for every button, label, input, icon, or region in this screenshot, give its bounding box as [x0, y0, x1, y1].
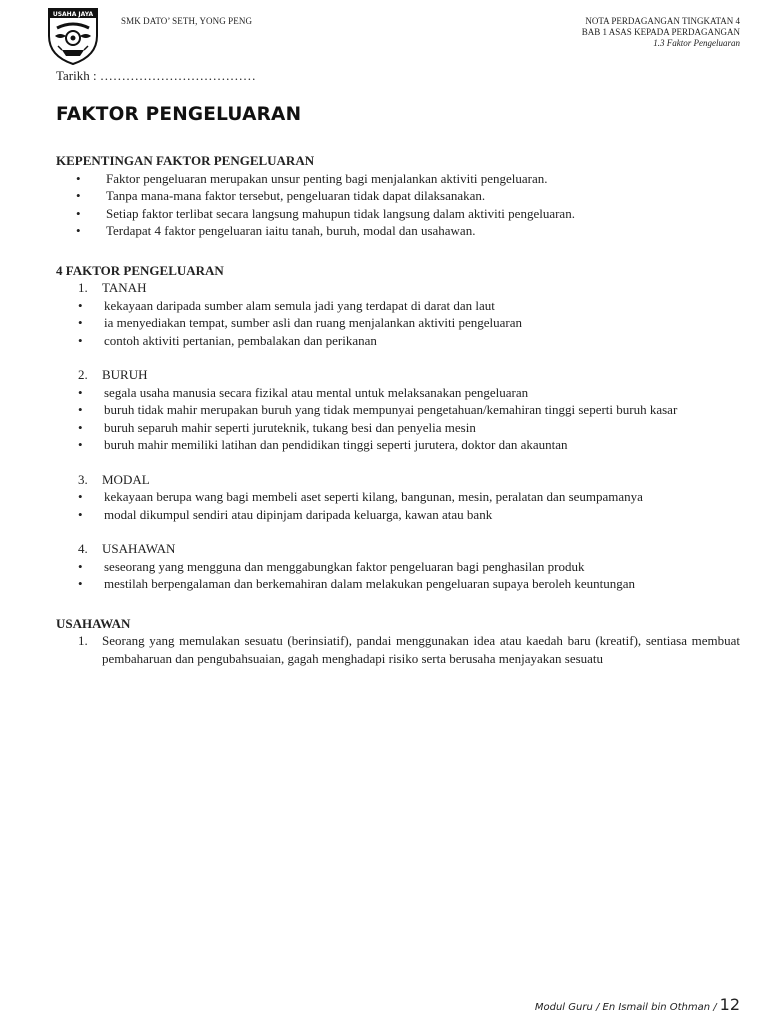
list-item: • ia menyediakan tempat, sumber asli dan ruang menjalankan aktiviti pengeluaran	[56, 314, 740, 332]
header-topic: 1.3 Faktor Pengeluaran	[653, 38, 740, 48]
item-title: MODAL	[102, 471, 150, 487]
list-item: • buruh separuh mahir seperti juruteknik, tukang besi dan penyelia mesin	[56, 419, 740, 437]
buruh-list	[56, 384, 740, 454]
item-title: TANAH	[102, 280, 147, 295]
page-title: FAKTOR PENGELUARAN	[56, 104, 302, 125]
header-subject: NOTA PERDAGANGAN TINGKATAN 4	[585, 16, 740, 26]
faktor-list	[56, 279, 740, 593]
kepentingan-list	[56, 170, 740, 240]
page-number: 12	[719, 995, 740, 1014]
header-note-info	[582, 16, 740, 49]
list-item: • modal dikumpul sendiri atau dipinjam daripada keluarga, kawan atau bank	[56, 506, 740, 524]
list-item: • segala usaha manusia secara fizikal atau mental untuk melaksanakan pengeluaran	[56, 384, 740, 402]
modal-list	[56, 488, 740, 523]
list-item: • buruh tidak mahir merupakan buruh yang tidak mempunyai pengetahuan/kemahiran tinggi seperti buruh kasar	[56, 401, 740, 419]
list-item: • Terdapat 4 faktor pengeluaran iaitu tanah, buruh, modal dan usahawan.	[56, 222, 740, 240]
item-number: 2.	[78, 367, 88, 382]
school-name: SMK DATO’ SETH, YONG PENG	[121, 16, 253, 26]
main-content	[56, 152, 740, 667]
list-item: • contoh aktiviti pertanian, pembalakan dan perikanan	[56, 332, 740, 350]
date-field: Tarikh : ………………………………	[56, 68, 256, 83]
logo-text: USAHA JAYA	[52, 11, 94, 18]
section-heading-kepentingan: KEPENTINGAN FAKTOR PENGELUARAN	[56, 153, 315, 168]
list-item: • Tanpa mana-mana faktor tersebut, pengeluaran tidak dapat dilaksanakan.	[56, 187, 740, 205]
list-item: • kekayaan berupa wang bagi membeli aset seperti kilang, bangunan, mesin, peralatan dan seumpamanya	[56, 488, 740, 506]
faktor-item-buruh	[56, 366, 740, 384]
tanah-list	[56, 297, 740, 350]
school-crest-icon	[46, 6, 100, 66]
list-item: • mestilah berpengalaman dan berkemahiran dalam melakukan pengeluaran supaya beroleh keuntungan	[56, 575, 740, 593]
page-header	[0, 0, 768, 70]
usahawan-definition	[56, 632, 740, 667]
faktor-item-tanah	[56, 279, 740, 297]
list-item: • Faktor pengeluaran merupakan unsur penting bagi menjalankan aktiviti pengeluaran.	[56, 170, 740, 188]
item-number: 1.	[78, 633, 88, 648]
list-item: • seseorang yang mengguna dan menggabungkan faktor pengeluaran bagi penghasilan produk	[56, 558, 740, 576]
section-heading-faktor: 4 FAKTOR PENGELUARAN	[56, 262, 224, 278]
list-item: • buruh mahir memiliki latihan dan pendidikan tinggi seperti jurutera, doktor dan akauntan	[56, 436, 740, 454]
list-item: • kekayaan daripada sumber alam semula jadi yang terdapat di darat dan laut	[56, 297, 740, 315]
item-number: 1.	[78, 280, 88, 295]
faktor-item-usahawan	[56, 540, 740, 558]
list-item: • Setiap faktor terlibat secara langsung mahupun tidak langsung dalam aktiviti pengeluaran.	[56, 205, 740, 223]
section-heading-usahawan: USAHAWAN	[56, 615, 131, 631]
definition-text: Seorang yang memulakan sesuatu (berinsiatif), pandai menggunakan idea atau kaedah baru (kreatif), sentiasa membuat pembaharuan dan pengubahsuaian, gagah menghadapi risiko serta berusaha menjayakan sesuatu	[102, 633, 740, 666]
faktor-item-modal	[56, 471, 740, 489]
usahawan-factor-list	[56, 558, 740, 593]
footer-author: Modul Guru / En Ismail bin Othman /	[534, 1002, 717, 1013]
page-footer	[535, 995, 740, 1014]
header-chapter: BAB 1 ASAS KEPADA PERDAGANGAN	[581, 27, 740, 37]
item-title: BURUH	[102, 367, 148, 382]
item-number: 4.	[78, 541, 88, 556]
item-number: 3.	[78, 471, 88, 487]
item-title: USAHAWAN	[102, 541, 176, 556]
